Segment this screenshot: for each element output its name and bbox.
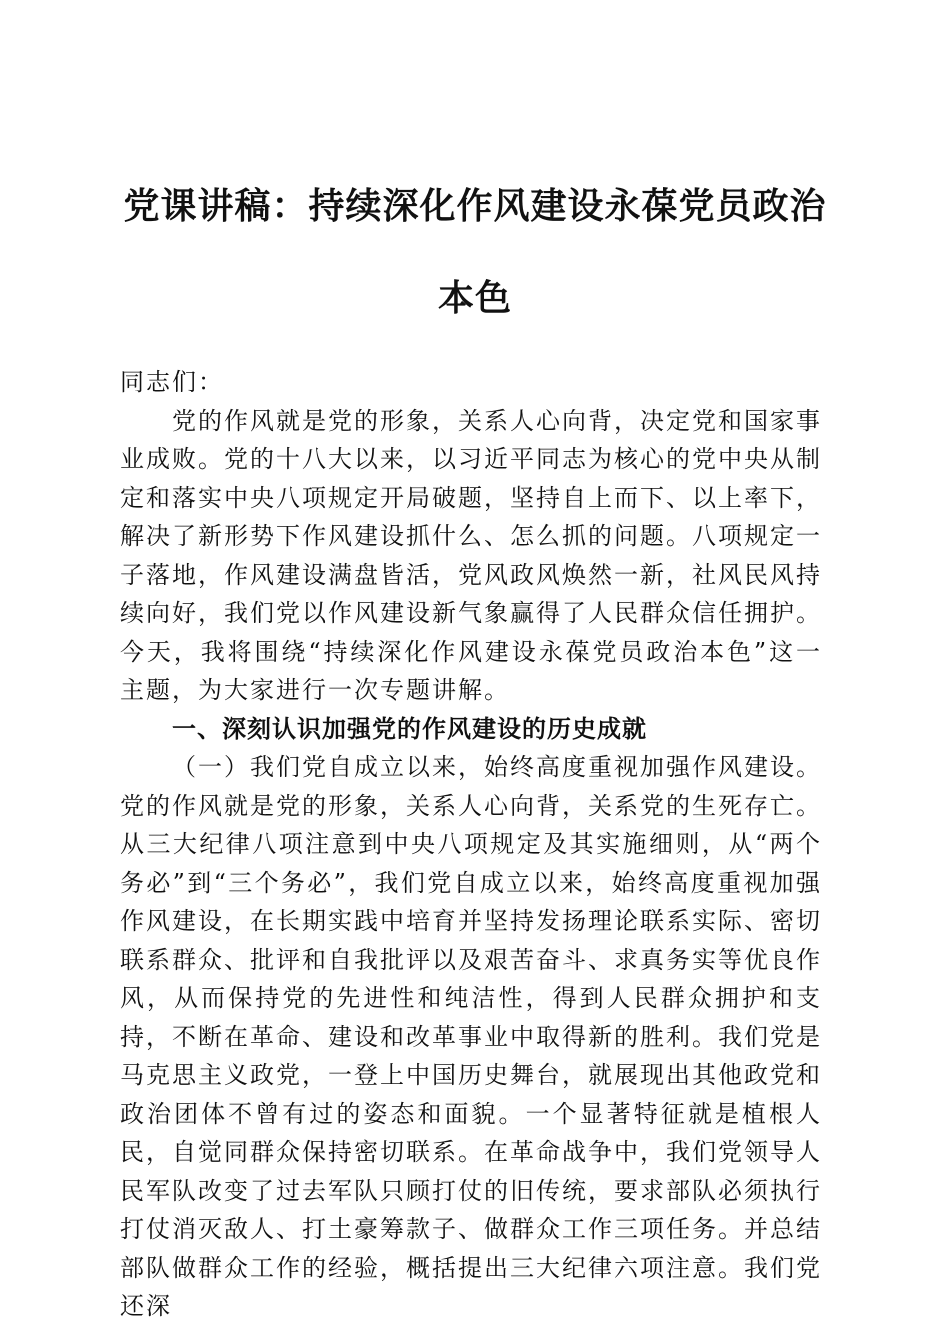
paragraph: （一）我们党自成立以来，始终高度重视加强作风建设。党的作风就是党的形象，关系人心向背，关系党的生死存亡。从三大纪律八项注意到中央八项规定及其实施细则，从“两个务必”到“三个务必”，我们党自成立以来，始终高度重视加强作风建设，在长期实践中培育并坚持发扬理论联系实际、密切联系群众、批评和自我批评以及艰苦奋斗、求真务实等优良作风，从而保持党的先进性和纯洁性，得到人民群众拥护和支持，不断在革命、建设和改革事业中取得新的胜利。我们党是马克思主义政党，一登上中国历史舞台，就展现出其他政党和政治团体不曾有过的姿态和面貌。一个显著特征就是植根人民，自觉同群众保持密切联系。在革命战争中，我们党领导人民军队改变了过去军队只顾打仗的旧传统，要求部队必须执行打仗消灭敌人、打土豪筹款子、做群众工作三项任务。并总结部队做群众工作的经验，概括提出三大纪律六项注意。我们党还深 [120,753,822,1320]
salutation: 同志们： [120,368,224,396]
section-heading: 一、深刻认识加强党的作风建设的历史成就 [172,714,647,743]
document-title: 党课讲稿：持续深化作风建设永葆党员政治本色 [123,185,827,319]
document-body [120,363,822,1326]
paragraph: 党的作风就是党的形象，关系人心向背，决定党和国家事业成败。党的十八大以来，以习近平同志为核心的党中央从制定和落实中央八项规定开局破题，坚持自上而下、以上率下，解决了新形势下作风建设抓什么、怎么抓的问题。八项规定一子落地，作风建设满盘皆活，党风政风焕然一新，社风民风持续向好，我们党以作风建设新气象赢得了人民群众信任拥护。今天，我将围绕“持续深化作风建设永葆党员政治本色”这一主题，为大家进行一次专题讲解。 [120,406,822,704]
